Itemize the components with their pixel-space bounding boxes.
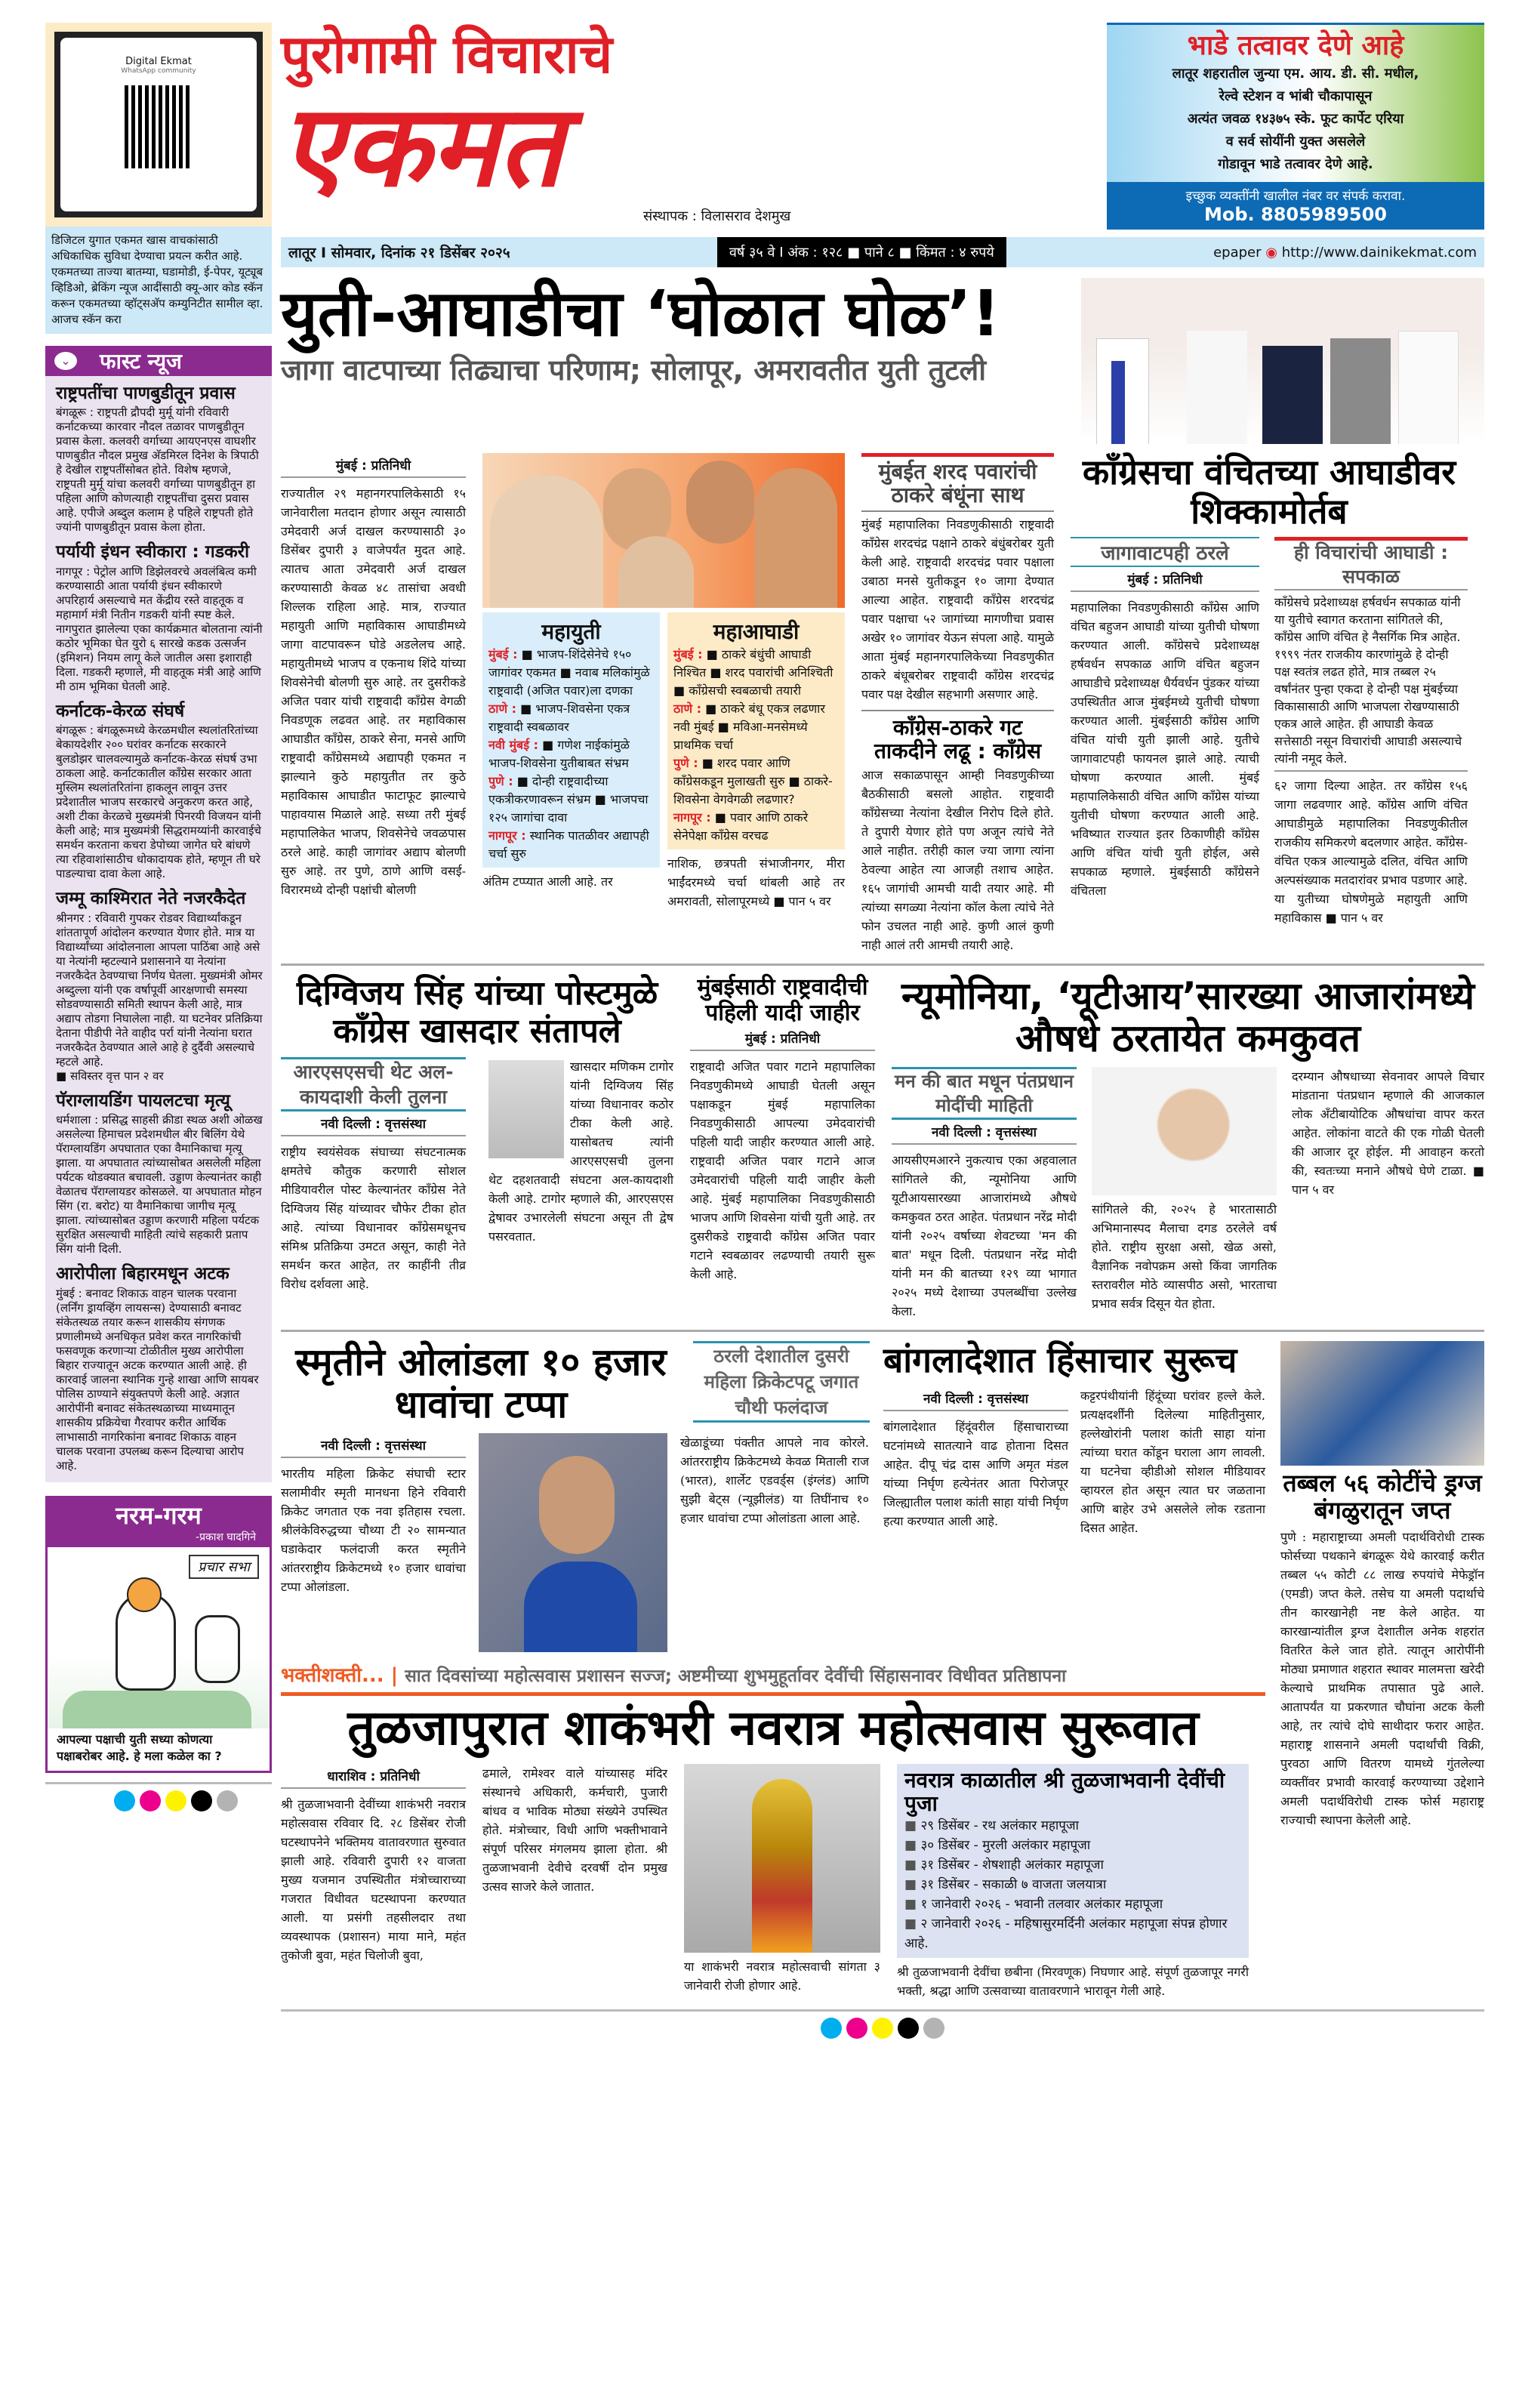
fast-news-title: फास्ट न्यूज	[100, 349, 182, 374]
digital-promo-text: डिजिटल युगात एकमत खास वाचकांसाठी अधिकाधिक सुविधा देण्याचा प्रयत्न करीत आहे. एकमतच्या ताज्या बातम्या, घडामोडी, ई-पेपर, यूट्यूब व्हिडिओ, ब्रेकिंग न्यूज आदींसाठी क्यू-आर कोड स्कॅन करून एकमतच्या व्हॉट्सअ‍ॅप कम्युनिटीत सामील व्हा. आजच स्कॅन करा	[45, 227, 272, 334]
pneumonia-col1	[892, 1067, 1077, 1321]
smriti-body2: खेळाडूंच्या पंक्तीत आपले नाव कोरले. आंतरराष्ट्रीय क्रिकेटमध्ये केवळ मिताली राज (भारत), शार्लेट एडवर्ड्स (इंग्लंड) आणि सुझी बेट्स (न्यूझीलंड) या तिघींनाच १० हजार धावांचा टप्पा ओलांडता आला आहे.	[680, 1435, 869, 1526]
mahayuti-box	[482, 612, 660, 868]
tuljapur-body3: या शाकंभरी नवरात्र महोत्सवाची सांगता ३ जानेवारी रोजी होणार आहे.	[684, 1959, 880, 1993]
ad-line: व सर्व सोयींनी युक्त असलेले	[1225, 134, 1366, 150]
ad-line: अत्यंत जवळ १४३७५ स्के. फूट कार्पेट एरिया	[1187, 111, 1404, 127]
pneumonia-body2: सांगितले की, २०२५ हे भारतासाठी अभिमानास्पद मैलाचा दगड ठरलेले वर्ष होते. राष्ट्रीय सुरक्षा असो, खेळ असो, वैज्ञानिक नवोपक्रम असो किंवा जागतिक स्तरावरील मोठे व्यासपीठ असो, भारताचा प्रभाव सर्वत्र दिसून येत होता.	[1092, 1202, 1277, 1312]
pneumonia-body3: दरम्यान औषधाच्या सेवनावर आपले विचार मांडताना पंतप्रधान म्हणाले की आजकाल लोक अँटीबायोटिक औषधांचा वापर करत आहेत. लोकांना वाटते की एक गोळी घेतली की आजार दूर होईल. मी आवाहन करतो की, स्वतःच्या मनाने औषधे घेणे टाळा. ■ पान ५ वर	[1292, 1069, 1484, 1198]
city-label: मुंबई :	[488, 647, 518, 661]
congress-vba-body: महापालिका निवडणुकीसाठी कॉंग्रेस आणि वंचित बहुजन आघाडी यांच्या युतीची घोषणा करण्यात आली. कॉंग्रेसचे प्रदेशाध्यक्ष हर्षवर्धन सपकाळ आणि वंचित बहुजन आघाडीचे प्रदेशाध्यक्ष धैर्यवर्धन पुंडकर यांच्या उपस्थितीत आज मुंबईमध्ये युतीची घोषणा करण्यात आली. मुंबईसाठी कॉंग्रेस आणि वंचित यांची युती झाली आहे. युतीचे जागावाटपही फायनल झाले आहे. त्याची घोषणा करण्यात आली. मुंबई महापालिकेसाठी वंचित आणि कॉंग्रेस यांच्या युतीची घोषणा करण्यात आली आहे. भविष्यात राज्यात इतर ठिकाणीही कॉंग्रेस आणि वंचित यांची युती होईल, असे सपकाळ म्हणाले. मुंबईसाठी कॉंग्रेसने वंचितला	[1071, 600, 1259, 899]
congress-vba-headline: कॉंग्रेसचा वंचितच्या आघाडीवर शिक्कामोर्तब	[1082, 452, 1456, 532]
item-text: स्थानिक पातळीवर अद्यापही चर्चा सुरु	[488, 828, 649, 861]
digvijay-dateline: नवी दिल्ली : वृत्तसंस्था	[281, 1112, 466, 1136]
city-label: नागपूर :	[488, 828, 526, 843]
pneumonia-body: आयसीएमआरने नुकत्याच एका अहवालात सांगितले की, न्यूमोनिया आणि यूटीआयसारख्या आजारांमध्ये औषधे कमकुवत ठरत आहेत. पंतप्रधान नरेंद्र मोदी यांनी २०२५ वर्षाच्या शेवटच्या 'मन की बात' मधून दिली. पंतप्रधान नरेंद्र मोदी यांनी मन की बातच्या १२९ व्या भागात २०२५ मध्ये देशाच्या उपलब्धींचा उल्लेख केला.	[892, 1153, 1077, 1319]
digvijay-col1	[281, 1057, 466, 1293]
pawar-body: मुंबई महापालिका निवडणुकीसाठी राष्ट्रवादी कॉंग्रेस शरदचंद्र पक्षाने ठाकरे बंधुंबरोबर युती केली आहे. राष्ट्रवादी शरदचंद्र पवार पक्षाला उबाठा मनसे युतीकडून १० जागा देण्यात आल्या आहेत. राष्ट्रवादी कॉंग्रेस शरदचंद्र पवार पक्षाचा ५२ जागांच्या मागणीचा प्रवास अखेर १० जागांवर येऊन संपला आहे. यामुळे आता मुंबई महानगरपालिकेच्या निवडणुकीत ठाकरे बंधूबरोबर राष्ट्रवादी कॉंग्रेस शरदचंद्र पवार पक्ष देखील सहभागी असणार आहे.	[861, 516, 1054, 701]
epaper-link[interactable]	[1213, 245, 1477, 261]
pawar-article	[861, 453, 1054, 954]
mahayuti-item	[488, 700, 654, 736]
mahaaghadi-item	[673, 809, 839, 845]
mahaaghadi-box	[667, 612, 845, 849]
cartoon-author: -प्रकाश घादगिने	[196, 1531, 256, 1543]
puja-schedule-box	[897, 1764, 1249, 1958]
smriti-dateline: नवी दिल्ली : वृत्तसंस्था	[281, 1433, 466, 1458]
fast-news-headline: पर्यायी इंधन स्वीकारा : गडकरी	[56, 542, 250, 563]
digvijay-headline: दिग्विजय सिंह यांच्या पोस्टमुळे कॉंग्रेस खासदार संतापले	[296, 974, 658, 1050]
fast-news-headline: राष्ट्रपतींचा पाणबुडीतून प्रवास	[56, 384, 236, 403]
item-text: ■ दोन्ही राष्ट्रवादीच्या एकत्रीकरणावरून संभ्रम ■ भाजपचा १२५ जागांचा दावा	[488, 774, 649, 825]
fast-news-headline: कर्नाटक-केरळ संघर्ष	[56, 701, 185, 721]
qr-subtitle: WhatsApp community	[121, 67, 196, 75]
mahaaghadi-item	[673, 754, 839, 809]
tuljapur-col1	[281, 1764, 466, 1965]
cartoon-illustration	[48, 1547, 270, 1728]
congress-alliance-photo	[1081, 278, 1484, 444]
print-color-dot	[923, 2018, 944, 2039]
puja-schedule-title: नवरात्र काळातील श्री तुळजाभवानी देवींची पुजा	[904, 1768, 1225, 1817]
lead-body: राज्यातील २९ महानगरपालिकेसाठी १५ जानेवारीला मतदान होणार असून त्यासाठी उमेदवारी अर्ज दाखल करण्यासाठी ३० डिसेंबर दुपारी ३ वाजेपर्यंत मुदत आहे. त्यातच आता उमेदवारी अर्ज दाखल करण्यासाठी केवळ ४८ तासांचा अवधी शिल्लक राहिला आहे. मात्र, राज्यात महायुती आणि महाविकास आघाडीमध्ये जागा वाटपावरून घोडे अडलेलच आहे. महायुतीमध्ये भाजप व एकनाथ शिंदे यांच्या शिवसेनेची बोलणी सुरु आहे. तर दुसरीकडे अजित पवार यांची राष्ट्रवादी कॉंग्रेस वेगळी निवडणूक लढवत आहे. तर महाविकास आघाडीत कॉंग्रेस, ठाकरे सेना, मनसे आणि राष्ट्रवादी कॉंग्रेसमध्ये अद्यापही एकमत न झाल्याने कुठे महायुतीत तर कुठे महाविकास आघाडीत फाटाफूट झाल्याचे पाहावयास मिळाले आहे. सध्या तरी मुंबई महापालिकेत भाजप, शिवसेनेचे जवळपास ठरले आहे. काही जागांवर अद्याप बोलणी सुरु आहे. तर पुणे, ठाणे आणि वसई-विरारमध्ये दोन्ही पक्षांची बोलणी	[281, 486, 466, 897]
drugs-body: पुणे : महाराष्ट्राच्या अमली पदार्थविरोधी टास्क फोर्सच्या पथकाने बंगळूरू येथे कारवाई करीत तब्बल ५५ कोटी ८८ लाख रुपयांचे मेफेड्रॉन (एमडी) जप्त केले. तसेच या अमली पदार्थाचे तीन कारखानेही नष्ट केले आहेत. या कारखान्यांतील ड्रग्ज देशातील अनेक शहरांत वितरित केले जात होते. त्यातून आरोपींनी मोठ्या प्रमाणात शहरात स्थावर मालमत्ता खरेदी केल्याचे प्राथमिक तपासात पुढे आले. आतापर्यंत या प्रकरणात चौघांना अटक केली आहे, तर त्यांचे दोघे साथीदार फरार आहेत. महाराष्ट्र शासनाने अमली पदार्थांची विक्री, पुरवठा आणि वितरण यामध्ये गुंतलेल्या व्यक्तींवर प्रभावी कारवाई करण्याच्या उद्देशाने अमली पदार्थविरोधी टास्क फोर्स महाराष्ट्र राज्याची स्थापना केलेली आहे.	[1280, 1530, 1484, 1828]
drugs-headline: तब्बल ५६ कोटींचे ड्रग्ज बंगळुरातून जप्त	[1283, 1469, 1482, 1525]
tuljapur-body: श्री तुळजाभवानी देवींच्या शाकंभरी नवरात्र महोत्सवास रविवार दि. २८ डिसेंबर रोजी घटस्थापनेने भक्तिमय वातावरणात सुरुवात झाली आहे. रविवारी दुपारी १२ वाजता मुख्य यजमान उपस्थितीत मंत्रोच्चाराच्या गजरात विधीवत घटस्थापना करण्यात आली. या प्रसंगी तहसीलदार तथा व्यवस्थापक (प्रशासन) माया माने, महंत तुकोजी बुवा, महंत चिलोजी बुवा,	[281, 1797, 466, 1963]
leaders-collage-photo	[482, 453, 845, 608]
print-color-dot	[846, 2018, 867, 2039]
print-color-dot	[140, 1790, 161, 1811]
mahayuti-item	[488, 646, 654, 700]
smriti-mandhana-photo	[479, 1433, 667, 1652]
fast-news-body: श्रीनगर : रविवारी गुपकर रोडवर विद्यार्थ्यांकडून शांततापूर्ण आंदोलन करण्यात येणार होते. मात्र या विद्यार्थ्यांच्या आंदोलनाला आपला पाठिंबा आहे असे या नेत्यांनी म्हटल्याने प्रशासनाने या नेत्यांना नजरकैदेत ठेवण्याचा निर्णय घेतला. मुख्यमंत्री ओमर अब्दुल्ला यांनी एक वर्षापूर्वी आरक्षणाची समस्या सोडवण्यासाठी समिती स्थापन केली आहे, मात्र अद्याप तोडगा निघालेला नाही. या घटनेवर प्रतिक्रिया देताना पीडीपी नेते वाहीद पर्रा यांनी नेत्यांना घरात नजरकैदेत ठेवण्यात आले आहे हे दुर्दैवी असल्याचे म्हटले आहे.	[56, 911, 263, 1068]
ncp-dateline: मुंबई : प्रतिनिधी	[690, 1026, 875, 1051]
qr-promo	[45, 23, 272, 227]
city-label: पुणे :	[673, 756, 698, 770]
lead-article	[281, 453, 466, 899]
city-label: मुंबई :	[673, 647, 703, 661]
mahayuti-title: महायुती	[541, 619, 601, 644]
ad-contact: इच्छुक व्यक्तींनी खालील नंबर वर संपर्क करावा.	[1185, 189, 1406, 204]
tuljapur-headline: तुळजापुरात शाकंभरी नवरात्र महोत्सवास सुरूवात	[347, 1700, 1199, 1757]
ad-mobile: Mob. 8805989500	[1203, 204, 1387, 225]
item-text: ■ शरद पवार आणि कॉंग्रेसकडून मुलाखती सुरु ■ ठाकरे-शिवसेना वेगवेगळी लढणार?	[673, 756, 833, 806]
epaper-logo-icon: ◉	[1265, 244, 1277, 261]
congress-vba-subhead: जागावाटपही ठरले	[1071, 537, 1259, 567]
tuljapur-strap-text: सात दिवसांच्या महोत्सवास प्रशासन सज्ज; अष्टमीच्या शुभमुहूर्तावर देवींची सिंहासनावर विधीवत प्रतिष्ठापना	[405, 1666, 1067, 1687]
masthead	[281, 23, 877, 225]
puja-schedule-item: ■ ३० डिसेंबर - मुरली अलंकार महापूजा	[904, 1836, 1241, 1855]
item-text: ■ भाजप-शिंदेसेनेचे १५० जागांवर एकमत ■ नवाब मलिकांमुळे राष्ट्रवादी (अजित पवार)ला दणका	[488, 647, 650, 698]
mahaaghadi-item	[673, 646, 839, 700]
congress-vba-col2	[1274, 537, 1468, 927]
mahaaghadi-title: महाआघाडी	[713, 619, 800, 644]
congress-vba-dateline: मुंबई : प्रतिनिधी	[1071, 567, 1259, 592]
cartoon-sign: प्रचार सभा	[189, 1555, 259, 1579]
print-color-dot	[165, 1790, 186, 1811]
smriti-body: भारतीय महिला क्रिकेट संघाची स्टार सलामीवीर स्मृती मानधना हिने रविवारी क्रिकेट जगतात एक नवा इतिहास रचला. श्रीलंकेविरुद्धच्या चौथ्या टी २० सामन्यात घडाकेदार फलंदाजी करत स्मृतीने आंतरराष्ट्रीय क्रिकेटमध्ये १० हजार धावांचा टप्पा ओलांडला.	[281, 1466, 466, 1595]
drugs-article	[1280, 1341, 1484, 1830]
print-color-dot	[191, 1790, 212, 1811]
website-url[interactable]: http://www.dainikekmat.com	[1281, 244, 1477, 261]
pawar-headline: मुंबईत शरद पवारांची ठाकरे बंधूंना साथ	[861, 457, 1054, 512]
congress-thackeray-body: आज सकाळपासून आम्ही निवडणुकीच्या बैठकीसाठी बसलो आहोत. राष्ट्रवादी कॉंग्रेसच्या नेत्यांना देखील निरोप दिले होते. ते दुपारी येणार होते पण अजून त्यांचे नेते आले नाहीत. तरीही काल ज्या जागा त्यांना ठेवल्या आहेत त्या आजही तशाच आहेत. १६५ जागांची आमची यादी तयार आहे. मी त्यांच्या सगळ्या नेत्यांना कॉल केला त्यांचे नेते फोन उचलत नाही आहे. कुणी आलं कुणी नाही आलं तरी आमची तयारी आहे.	[861, 768, 1054, 953]
digvijay-subhead: आरएसएसची थेट अल-कायदाशी केली तुलना	[281, 1057, 466, 1112]
congress-vba-body2: ६२ जागा दिल्या आहेत. तर कॉंग्रेस १५६ जागा लढवणार आहे. कॉंग्रेस आणि वंचित आघाडीमुळे महापालिका निवडणुकीतील राजकीय समिकरणे बदलणार आहेत. कॉंग्रेस-वंचित एकत्र आल्यामुळे दलित, वंचित आणि अल्पसंख्याक मतदारांवर प्रभाव पडणार आहे. या युतीच्या घोषणेमुळे महायुती आणि महाविकास ■ पान ५ वर	[1274, 779, 1468, 926]
print-color-marks	[281, 2009, 1484, 2042]
smriti-headline: स्मृतीने ओलांडला १० हजार धावांचा टप्पा	[295, 1340, 667, 1427]
smriti-col1	[281, 1433, 466, 1596]
qr-code-icon[interactable]	[125, 85, 193, 168]
city-label: नवी मुंबई :	[488, 738, 539, 752]
item-text: ■ ठाकरे बंधू एकत्र लढणार नवी मुंबई ■ मविआ-मनसेमध्ये प्राथमिक चर्चा	[673, 701, 825, 752]
founder: संस्थापक : विलासराव देशमुख	[643, 208, 791, 224]
fast-news-headline: जम्मू काश्मिरात नेते नजरकैदेत	[56, 889, 246, 909]
tuljapur-body4: श्री तुळजाभवानी देवींचा छबीना (मिरवणूक) निघणार आहे. संपूर्ण तुळजापूर नगरी भक्ती, श्रद्धा आणि उत्सवाच्या वातावरणाने भारावून गेली आहे.	[897, 1964, 1249, 1998]
place-date: लातूर I सोमवार, दिनांक २१ डिसेंबर २०२५	[288, 245, 510, 261]
date-bar	[281, 237, 1484, 267]
sapkal-subhead: ही विचारांची आघाडी : सपकाळ	[1274, 541, 1468, 590]
item-text: ■ भाजप-शिवसेना एकत्र राष्ट्रवादी स्वबळावर	[488, 701, 630, 734]
print-color-dot	[114, 1790, 135, 1811]
bangladesh-body: बांगलादेशात हिंदूंवरील हिंसाचाराच्या घटनांमध्ये सातत्याने वाढ होताना दिसत आहेत. दीपू चंद्र दास आणि अमृत मंडल यांच्या निर्घृण हत्येनंतर आता पिरोजपूर जिल्ह्यातील पलाश कांती साहा यांची निर्घृण हत्या करण्यात आली आहे.	[883, 1419, 1068, 1528]
pneumonia-subhead: मन की बात मधून पंतप्रधान मोदींची माहिती	[892, 1067, 1077, 1120]
lead-headline: युती-आघाडीचा ‘घोळात घोळ’!	[281, 276, 1000, 350]
main-area	[281, 23, 1484, 2042]
ncp-body: राष्ट्रवादी अजित पवार गटाने महापालिका निवडणुकीमध्ये आघाडी घेतली असून पक्षाकडून मुंबई महापालिका निवडणुकीसाठी आपल्या उमेदवारांची पहिली यादी जाहीर करण्यात आली आहे. राष्ट्रवादी अजित पवार गटाने आज उमेदवारांची पहिली यादी जाहीर केली आहे. मुंबई महापालिका निवडणुकीसाठी भाजप आणि शिवसेना यांची युती आहे. तर दुसरीकडे राष्ट्रवादी कॉंग्रेस अजित पवार गटाने स्वबळावर लढण्याची तयारी सुरू केली आहे.	[690, 1059, 875, 1281]
puja-schedule-item: ■ २९ डिसेंबर - रथ अलंकार महापूजा	[904, 1816, 1241, 1836]
puja-schedule-item: ■ २ जानेवारी २०२६ - महिषासुरमर्दिनी अलंकार महापूजा संपन्न होणार आहे.	[904, 1914, 1241, 1953]
mahayuti-item	[488, 772, 654, 827]
print-color-dot	[872, 2018, 893, 2039]
puja-schedule-item: ■ ३१ डिसेंबर - सकाळी ७ वाजता जलयात्रा	[904, 1875, 1241, 1895]
digvijay-body: राष्ट्रीय स्वयंसेवक संघाच्या संघटनात्मक क्षमतेचे कौतुक करणारी सोशल मीडियावरील पोस्ट केल्यानंतर कॉंग्रेस नेते दिग्विजय सिंह यांच्यावर चौफेर टीका होत आहे. त्यांच्या विधानावर कॉंग्रेसमधूनच संमिश्र प्रतिक्रिया उमटत असून, काही नेते समर्थन करत आहेत, तर काहींनी तीव्र विरोध दर्शवला आहे.	[281, 1144, 466, 1291]
tuljapur-body2: ढमाले, रामेश्वर वाले यांच्यासह मंदिर संस्थानचे अधिकारी, कर्मचारी, पुजारी बांधव व भाविक मोठ्या संख्येने उपस्थित होते. मंत्रोच्चार, विधी आणि भक्तीभावाने संपूर्ण परिसर मंगलमय झाला होता. श्री तुळजाभवानी देवीचे दरवर्षी दोन प्रमुख उत्सव साजरे केले जातात.	[482, 1766, 667, 1895]
fast-news-headline: आरोपीला बिहारमधून अटक	[56, 1264, 230, 1284]
puja-schedule-item: ■ ३१ डिसेंबर - शेषशाही अलंकार महापूजा	[904, 1855, 1241, 1875]
ad-line: गोडावून भाडे तत्वावर देणे आहे.	[1218, 156, 1373, 172]
chevron-down-icon: ⌄	[54, 352, 77, 370]
cartoon-box	[45, 1496, 272, 1773]
congress-thackeray-headline: कॉंग्रेस-ठाकरे गट ताकदीने लढू : कॉंग्रेस	[861, 710, 1054, 763]
tuljapur-dateline: धाराशिव : प्रतिनिधी	[281, 1764, 466, 1789]
epaper-label[interactable]: epaper	[1213, 244, 1262, 261]
tulja-bhavani-idol-photo	[684, 1764, 880, 1953]
masthead-logo: एकमत	[281, 81, 563, 212]
lead-dateline: मुंबई : प्रतिनिधी	[281, 453, 466, 478]
digvijay-photo	[488, 1060, 564, 1158]
bangladesh-col1	[883, 1386, 1068, 1531]
ncp-headline: मुंबईसाठी राष्ट्रवादीची पहिली यादी जाहीर	[697, 974, 868, 1027]
cartoon-caption: आपल्या पक्षाची युती सध्या कोणत्या पक्षाबरोबर आहे. हे मला कळेल का ?	[57, 1731, 222, 1763]
ad-title: भाडे तत्वावर देणे आहे	[1187, 30, 1404, 61]
fast-news-body: मुंबई : बनावट शिकाऊ वाहन चालक परवाना (लर्निंग ड्रायव्हिंग लायसन्स) देण्यासाठी बनावट संकेतस्थळ तयार करून शासकीय संगणक प्रणालीमध्ये अनधिकृत प्रवेश करत नागरिकांची फसवणूक करणाऱ्या टोळीतील मुख्य आरोपीला बिहार राज्यातून अटक करण्यात आली आहे. ही कारवाई जालना स्थानिक गुन्हे शाखा आणि सायबर पोलिस ठाण्याने संयुक्तपणे केली आहे. अज्ञात आरोपींनी बनावट संकेतस्थळाच्या माध्यमातून शासकीय प्रक्रियेचा गैरवापर करीत आर्थिक लाभासाठी नागरिकांना बनावट शिकाऊ वाहन चालक परवाना उपलब्ध करून दिल्याचा आरोप आहे.	[56, 1286, 259, 1472]
smriti-subhead: ठरली देशातील दुसरी महिला क्रिकेटपटू जगात चौथी फलंदाज	[693, 1341, 870, 1423]
city-label: ठाणे :	[673, 701, 701, 716]
drugs-seizure-photo	[1280, 1341, 1484, 1466]
bangladesh-headline: बांगलादेशात हिंसाचार सुरूच	[883, 1340, 1237, 1381]
issue-info: वर्ष ३५ वे I अंक : १२८ ■ पाने ८ ■ किंमत : ४ रुपये	[717, 237, 1006, 267]
mahayuti-item	[488, 827, 654, 863]
left-column	[45, 23, 272, 1814]
print-color-dot	[898, 2018, 919, 2039]
congress-vba-col1	[1071, 537, 1259, 900]
modi-photo	[1092, 1067, 1277, 1195]
sapkal-quote: कॉंग्रेसचे प्रदेशाध्यक्ष हर्षवर्धन सपकाळ यांनी या युतीचे स्वागत करताना सांगितले की, कॉंग्रेस आणि वंचित हे नैसर्गिक मित्र आहेत. १९९९ नंतर राजकीय कारणांमुळे हे दोन्ही पक्ष स्वतंत्र लढत होते, मात्र तब्बल २५ वर्षांनंतर पुन्हा एकदा हे दोन्ही पक्ष मुंबईच्या विकासासाठी आणि भाजपला रोखण्यासाठी एकत्र आले आहेत. ही आघाडी केवळ सत्तेसाठी नसून विचारांची आघाडी असल्याचे त्यांनी नमूद केले.	[1274, 590, 1468, 772]
ad-line: लातूर शहरातील जुन्या एम. आय. डी. सी. मधील,	[1172, 66, 1419, 82]
item-text: ■ गणेश नाईकांमुळे भाजप-शिवसेना युतीबाबत संभ्रम	[488, 738, 630, 770]
bangladesh-body2: कट्टरपंथीयांनी हिंदूंच्या घरांवर हल्ले केले. प्रत्यक्षदर्शींनी दिलेल्या माहितीनुसार, हल्लेखोरांनी पलाश कांती साहा यांना त्यांच्या घरात कोंडून घराला आग लावली. या घटनेचा व्हीडीओ सोशल मीडियावर व्हायरल होत असून त्यात घर जळताना आणि बाहेर उभे असलेले लोक रडताना दिसत आहेत.	[1080, 1388, 1265, 1535]
city-label: पुणे :	[488, 774, 513, 788]
bangladesh-dateline: नवी दिल्ली : वृत्तसंस्था	[883, 1386, 1068, 1411]
lead-body-continued: नाशिक, छत्रपती संभाजीनगर, मीरा भाईंदरमध्ये चर्चा थांबली आहे तर अमरावती, सोलापूरमध्ये ■ पान ५ वर	[667, 856, 845, 908]
puja-schedule-item: ■ १ जानेवारी २०२६ - भवानी तलवार अलंकार महापूजा	[904, 1895, 1241, 1914]
item-text: ■ ठाकरे बंधुंची आघाडी निश्चित ■ शरद पवारांची अनिश्चिती ■ कॉंग्रेसची स्वबळाची तयारी	[673, 647, 833, 698]
lead-subheadline: जागा वाटपाच्या तिढ्याचा परिणाम; सोलापूर, अमरावतीत युती तुटली	[281, 353, 987, 387]
fast-news	[45, 346, 272, 1482]
city-label: ठाणे :	[488, 701, 516, 716]
fast-news-body: बंगळूरू : राष्ट्रपती द्रौपदी मुर्मू यांनी रविवारी कर्नाटकच्या कारवार नौदल तळावर पाणबुडीतून प्रवास केला. कलवरी वर्गाच्या आयएनएस वाघशीर पाणबुडीत नौदल प्रमुख अ‍ॅडमिरल दिनेश के त्रिपाठी हे देखील राष्ट्रपतींसोबत होते. विशेष म्हणजे, राष्ट्रपती मुर्मू यांचा कलवरी वर्गाच्या पाणबुडीतून हा पहिला आणि कोणत्याही राष्ट्रपतींचा दुसरा प्रवास आहे. एपीजे अब्दुल कलाम हे पहिले राष्ट्रपती होते ज्यांनी पाणबुडीतून प्रवास केला होता.	[56, 405, 259, 535]
cartoon-title: नरम-गरम	[116, 1500, 202, 1530]
digvijay-col2	[488, 1057, 673, 1246]
print-color-marks-side	[45, 1782, 272, 1814]
mahaaghadi-item	[673, 700, 839, 754]
pneumonia-dateline: नवी दिल्ली : वृत्तसंस्था	[892, 1120, 1077, 1145]
tuljapur-kicker: भक्तीशक्ती...	[281, 1664, 384, 1688]
ncp-article	[690, 975, 875, 1283]
fast-news-body: धर्मशाला : प्रसिद्ध साहसी क्रीडा स्थळ अशी ओळख असलेल्या हिमाचल प्रदेशमधील बीर बिलिंग येथे पॅराग्लायडिंग अपघातात एका वैमानिकाचा मृत्यू झाला. या अपघातात त्यांच्यासोबत असलेली महिला पर्यटक थोडक्यात बचावली. उड्डाण केल्यानंतर काही वेळातच पॅराग्लायडर कोसळले. या अपघातात मोहन सिंग (रा. बरोट) या वैमानिकाचा जागीच मृत्यू झाला. त्यांच्यासोबत उड्डाण करणारी महिला पर्यटक सुरक्षित असल्याची माहिती त्यांचे सहकारी प्रताप सिंग यांनी दिली.	[56, 1113, 263, 1256]
congress-vba-article	[1071, 453, 1468, 927]
masthead-tagline: पुरोगामी विचाराचे	[281, 23, 613, 85]
fast-news-more[interactable]: ■ सविस्तर वृत्त पान २ वर	[56, 1068, 164, 1083]
tuljapur-strap: भक्तीशक्ती... | सात दिवसांच्या महोत्सवास प्रशासन सज्ज; अष्टमीच्या शुभमुहूर्तावर देवींची सिंहासनावर विधीवत प्रतिष्ठापना	[281, 1663, 1265, 1696]
mahayuti-item	[488, 736, 654, 772]
print-color-dot	[217, 1790, 238, 1811]
fast-news-headline: पॅराग्लायडिंग पायलटचा मृत्यू	[56, 1090, 230, 1111]
digvijay-body2: खासदार मणिकम टागोर यांनी दिग्विजय सिंह यांच्या विधानावर कठोर टीका केली आहे. यासोबतच त्यांनी आरएसएसची तुलना थेट दहशतवादी संघटना अल-कायदाशी केली आहे. टागोर म्हणाले की, आरएसएस द्वेषावर उभारलेली संघटना असून ती द्वेष पसरवतात.	[488, 1059, 673, 1244]
qr-title: Digital Ekmat	[125, 56, 192, 67]
item-text: ■ पवार आणि ठाकरे सेनेपेक्षा कॉंग्रेस वरचढ	[673, 810, 809, 843]
print-color-dot	[821, 2018, 842, 2039]
city-label: नागपूर :	[673, 810, 711, 825]
fast-news-body: बंगळूरू : बंगळूरूमध्ये केरळमधील स्थलांतरितांच्या बेकायदेशीर २०० घरांवर कर्नाटक सरकारने बुलडोझर चालवल्यामुळे कर्नाटक-केरळ संघर्ष उभा ठाकला आहे. कर्नाटकातील कॉंग्रेस सरकार आता मुस्लिम स्थलांतरितांना हाकलून लावून उत्तर प्रदेशातील भाजप सरकारचे अनुकरण करत आहे, अशी टीका केरळचे मुख्यमंत्री पिनरयी विजयन यांनी केली आहे; मात्र मुख्यमंत्री सिद्धरामय्यांनी कारवाईचे समर्थन करताना कचरा डेपोच्या जागेत घरे बांधणे त्या रहिवाशांसाठीच धोकादायक होते, म्हणून ती घरे पाडल्याचा दावा केला आहे.	[56, 723, 261, 881]
pneumonia-headline: न्यूमोनिया, ‘यूटीआय’सारख्या आजारांमध्ये औषधे ठरतायेत कमकुवत	[901, 974, 1474, 1061]
lead-body-tail: अंतिम टप्प्यात आली आहे. तर	[482, 874, 613, 889]
ad-line: रेल्वे स्टेशन व भांबी चौकापासून	[1219, 88, 1373, 104]
fast-news-body: नागपूर : पेट्रोल आणि डिझेलवरचे अवलंबित्व कमी करण्यासाठी आता पर्यायी इंधन स्वीकारणे अपरिहार्य असल्याचे मत केंद्रीय रस्ते वाहतूक व महामार्ग मंत्री नितीन गडकरी यांनी स्पष्ट केले. नागपुरात झालेल्या एका कार्यक्रमात बोलताना त्यांनी कठोर भूमिका घेत युरो ६ सारखे कडक उत्सर्जन (इमिशन) नियम लागू केले जातील असा इशाराही दिला. गडकरी म्हणाले, मी वाहतूक मंत्री आहे आणि मी ठाम भूमिका घेतली आहे.	[56, 564, 263, 693]
rent-ad	[1107, 23, 1484, 230]
